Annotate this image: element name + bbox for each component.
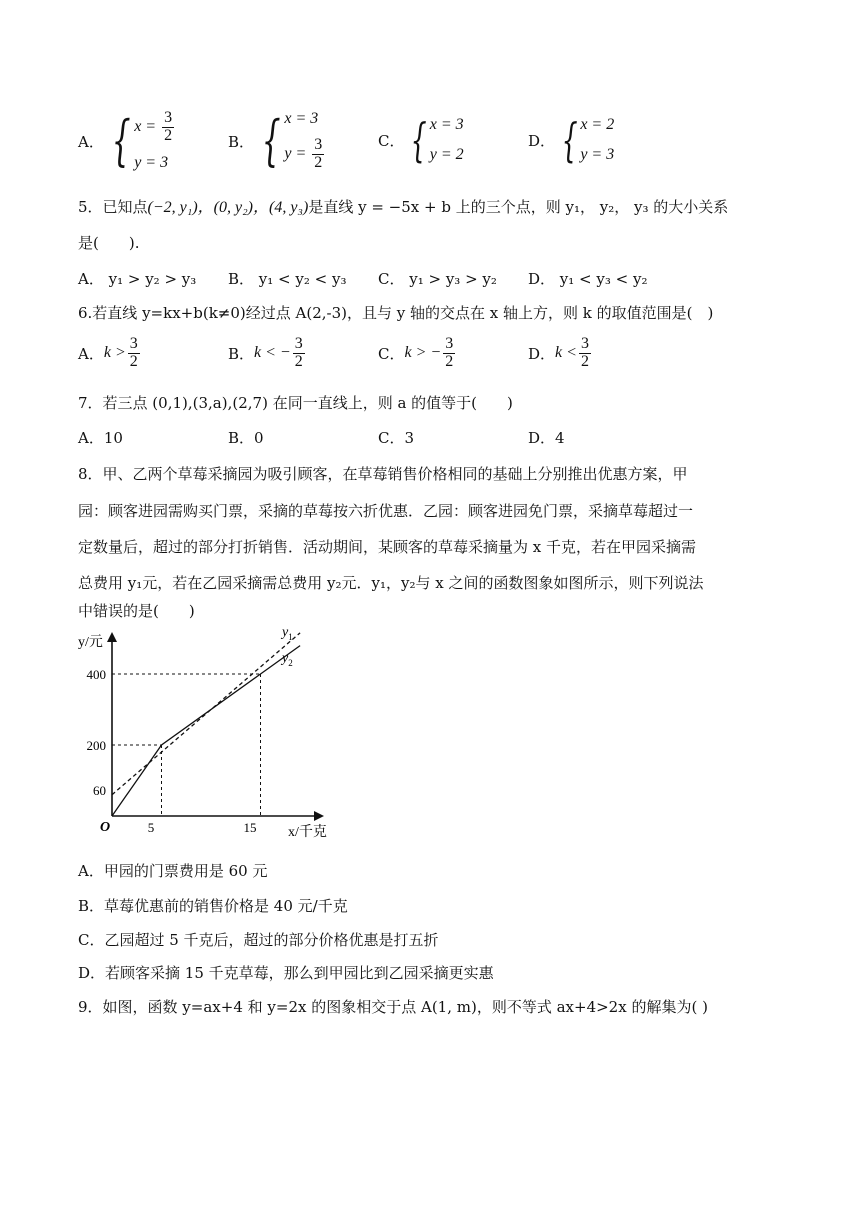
option-label: A．	[78, 344, 104, 363]
q6-option-d	[528, 336, 593, 371]
numerator: 3	[164, 109, 173, 126]
option-label: B．	[228, 344, 255, 363]
q8-option-c: C．乙园超过 5 千克后，超过的部分价格优惠是打五折	[78, 931, 439, 949]
equation: y =	[284, 145, 311, 163]
y-axis-arrow-icon	[107, 632, 117, 642]
q5-stem-line2: 是( ).	[78, 234, 140, 252]
inequality: k >	[103, 344, 126, 362]
q7-option-b: B．0	[228, 429, 264, 447]
q8-stem-line1: 8．甲、乙两个草莓采摘园为吸引顾客，在草莓销售价格相同的基础上分别推出优惠方案，甲	[78, 465, 688, 483]
q5-points: (−2, y₁)，(0, y₂)，(4, y₃)	[147, 199, 309, 216]
inequality: k > −	[404, 344, 442, 362]
option-label: A．	[78, 132, 104, 151]
inequality: k < −	[254, 344, 291, 362]
q9-stem: 9．如图，函数 y=ax+4 和 y=2x 的图象相交于点 A(1, m)，则不等式 ax+4>2x 的解集为( )	[78, 998, 708, 1016]
q4-option-d	[528, 112, 614, 168]
x-axis-label: x/千克	[288, 825, 327, 840]
q8-option-b: B．草莓优惠前的销售价格是 40 元/千克	[78, 897, 348, 915]
x-axis-arrow-icon	[314, 811, 324, 821]
brace-icon: {	[561, 113, 578, 167]
y-tick-label: 60	[93, 783, 106, 798]
equation: x = 3	[284, 110, 319, 127]
q5-option-a: A． y₁ > y₂ > y₃	[78, 270, 197, 288]
option-label: C．	[378, 131, 405, 150]
option-label: D．	[528, 131, 556, 150]
option-label: B．	[228, 132, 255, 151]
series-subscript: 2	[288, 658, 293, 668]
equation: y = 3	[580, 145, 615, 163]
series-name: y	[282, 651, 289, 666]
equation: y = 3	[134, 153, 169, 171]
denominator: 2	[164, 126, 173, 144]
q5-text: 是直线 y = −5x + b 上的三个点，则 y₁， y₂， y₃ 的大小关系	[308, 198, 729, 216]
q8-stem-line5: 中错误的是( )	[78, 602, 195, 620]
numerator: 3	[580, 335, 589, 352]
q5-option-c: C． y₁ > y₃ > y₂	[378, 270, 497, 288]
denominator: 2	[129, 352, 138, 370]
q8-option-d: D．若顾客采摘 15 千克草莓，那么到甲园比到乙园采摘更实惠	[78, 964, 494, 982]
denominator: 2	[445, 352, 454, 370]
q8-stem-line4: 总费用 y₁元，若在乙园采摘需总费用 y₂元．y₁，y₂与 x 之间的函数图象如图所示，则下列说法	[78, 574, 704, 592]
q4-option-a	[78, 106, 176, 176]
brace-icon: {	[111, 109, 131, 172]
q4-option-b	[228, 106, 326, 176]
q8-stem-line3: 定数量后，超过的部分打折销售．活动期间，某顾客的草莓采摘量为 x 千克，若在甲园采摘需	[78, 538, 696, 556]
cost-function-chart	[78, 622, 378, 846]
numerator: 3	[445, 335, 454, 352]
inequality: k <	[555, 344, 577, 362]
q7-stem: 7．若三点 (0,1),(3,a),(2,7) 在同一直线上，则 a 的值等于( )	[78, 394, 513, 412]
brace-icon: {	[411, 113, 428, 167]
q6-option-b	[228, 336, 307, 371]
denominator: 2	[580, 352, 589, 370]
y-tick-label: 400	[86, 667, 106, 682]
q5-number: 5．已知点	[78, 198, 148, 216]
option-label: C．	[378, 344, 405, 363]
brace-icon: {	[261, 109, 281, 172]
series-label-y2	[280, 651, 293, 668]
y-tick-label: 200	[86, 738, 106, 753]
x-tick-label: 5	[147, 820, 155, 835]
equation: y = 2	[429, 145, 464, 163]
q7-option-d: D．4	[528, 429, 565, 447]
option-label: D．	[528, 344, 556, 363]
equation: x =	[134, 117, 161, 135]
series-labels	[280, 625, 293, 668]
guide-lines	[112, 674, 261, 816]
q5-stem	[78, 194, 728, 217]
q5-option-d: D． y₁ < y₃ < y₂	[528, 270, 648, 288]
denominator: 2	[294, 352, 303, 370]
q4-option-c	[378, 112, 464, 168]
q6-option-c	[378, 336, 457, 371]
series-label-y1	[280, 625, 293, 642]
numerator: 3	[129, 335, 138, 352]
series-lines	[112, 633, 300, 816]
q7-option-a: A．10	[78, 429, 123, 447]
x-tick-label: 15	[243, 820, 257, 835]
q7-option-c: C．3	[378, 429, 415, 447]
q6-stem: 6.若直线 y=kx+b(k≠0)经过点 A(2,-3)，且与 y 轴的交点在 x 轴上方，则 k 的取值范围是( )	[78, 304, 714, 322]
q6-option-a	[78, 336, 142, 371]
numerator: 3	[294, 335, 303, 352]
denominator: 2	[314, 154, 323, 172]
q8-stem-line2: 园：顾客进园需购买门票，采摘的草莓按六折优惠．乙园：顾客进园免门票，采摘草莓超过一	[78, 502, 694, 520]
origin-label: O	[100, 820, 111, 835]
series-line-y2	[112, 646, 300, 816]
equation: x = 3	[429, 116, 464, 133]
equation: x = 2	[580, 116, 615, 133]
q8-option-a: A．甲园的门票费用是 60 元	[78, 862, 268, 880]
series-name: y	[282, 625, 289, 640]
q5-option-b: B． y₁ < y₂ < y₃	[228, 270, 347, 288]
series-subscript: 1	[288, 632, 293, 642]
y-axis-label: y/元	[78, 635, 103, 650]
numerator: 3	[314, 136, 323, 154]
